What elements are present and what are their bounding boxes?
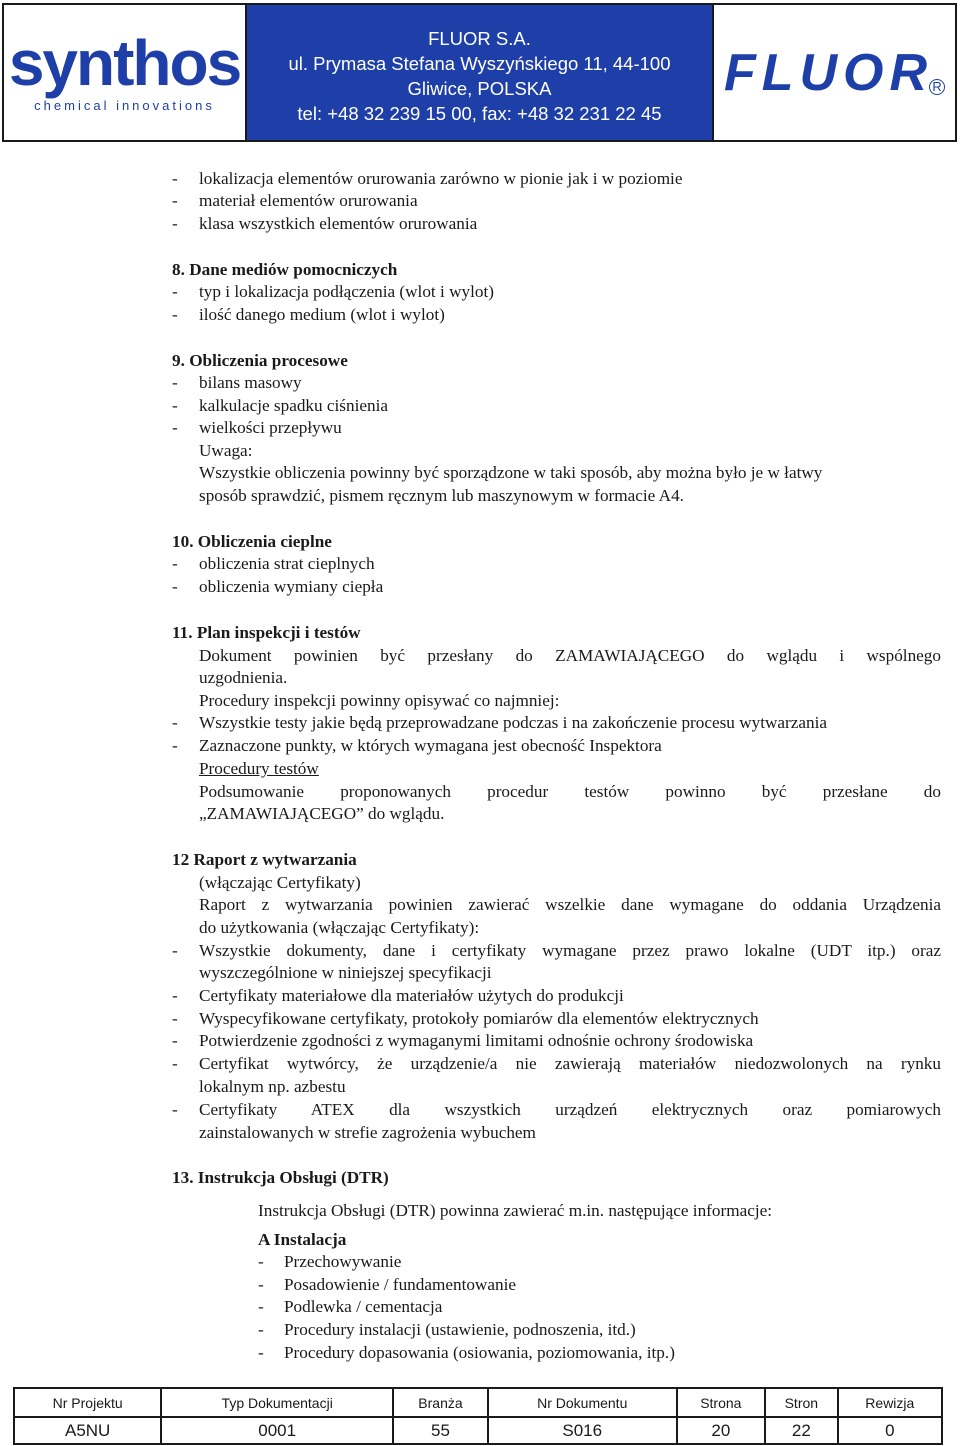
section-9-title: 9. Obliczenia procesowe [172, 351, 348, 370]
bullet-dash: - [172, 577, 178, 596]
paragraph-text: „ZAMAWIAJĄCEGO” do wglądu. [199, 804, 445, 823]
paragraph-text: uzgodnienia. [199, 668, 288, 687]
section-13-title: 13. Instrukcja Obsługi (DTR) [172, 1168, 389, 1187]
paragraph-text: Dokument powinien być przesłany do ZAMAWIAJĄCEGO do wglądu i wspólnego [199, 646, 941, 665]
paragraph-text: do użytkowania (włączając Certyfikaty): [199, 918, 480, 937]
list-item: obliczenia strat cieplnych [199, 554, 375, 573]
section-11-title: 11. Plan inspekcji i testów [172, 623, 361, 642]
table-row [14, 1417, 942, 1444]
note-text: sposób sprawdzić, pismem ręcznym lub maszynowym w formacie A4. [199, 486, 684, 505]
cell-project-no: A5NU [14, 1417, 161, 1444]
bullet-dash: - [172, 305, 178, 324]
note-label: Uwaga: [199, 441, 253, 460]
synthos-logo [4, 5, 247, 140]
list-item: Posadowienie / fundamentowanie [284, 1275, 516, 1294]
bullet-dash: - [172, 941, 178, 960]
paragraph-text: Instrukcja Obsługi (DTR) powinna zawierać m.in. następujące informacje: [258, 1201, 773, 1220]
paragraph-text: Raport z wytwarzania powinien zawierać wszelkie dane wymagane do oddania Urządzenia [199, 895, 941, 914]
company-address [247, 5, 714, 140]
list-item: Zaznaczone punkty, w których wymagana jest obecność Inspektora [199, 736, 662, 755]
list-item: Podlewka / cementacja [284, 1297, 443, 1316]
bullet-dash: - [172, 1009, 178, 1028]
cell-revision: 0 [838, 1417, 942, 1444]
bullet-dash: - [172, 373, 178, 392]
address-phone: tel: +48 32 239 15 00, fax: +48 32 231 22 45 [297, 102, 662, 124]
col-header-revision: Rewizja [838, 1388, 942, 1417]
list-item: Certyfikaty materiałowe dla materiałów użytych do produkcji [199, 986, 624, 1005]
list-item: kalkulacje spadku ciśnienia [199, 396, 388, 415]
list-item-continued: zainstalowanych w strefie zagrożenia wybuchem [199, 1123, 536, 1142]
col-header-doc-type: Typ Dokumentacji [161, 1388, 393, 1417]
bullet-dash: - [172, 418, 178, 437]
registered-mark-icon: R [929, 79, 945, 95]
fluor-logo [714, 5, 955, 140]
section-10-title: 10. Obliczenia cieplne [172, 532, 332, 551]
subheading-procedures: Procedury testów [199, 759, 319, 778]
list-item: ilość danego medium (wlot i wylot) [199, 305, 445, 324]
paragraph-text: Podsumowanie proponowanych procedur testów powinno być przesłane do [199, 782, 941, 801]
col-header-pages: Stron [765, 1388, 838, 1417]
fluor-logo-word: FLUOR [723, 43, 934, 102]
address-street: ul. Prymasa Stefana Wyszyńskiego 11, 44-100 [288, 52, 671, 74]
bullet-dash: - [172, 282, 178, 301]
document-info-table [13, 1387, 943, 1445]
cell-branch: 55 [393, 1417, 488, 1444]
list-item: Procedury dopasowania (osiowania, poziomowania, itp.) [284, 1343, 675, 1362]
section-12-title: 12 Raport z wytwarzania [172, 850, 357, 869]
bullet-dash: - [172, 1100, 178, 1119]
cell-pages: 22 [765, 1417, 838, 1444]
list-item: lokalizacja elementów orurowania zarówno w pionie jak i w poziomie [199, 169, 683, 188]
list-item: bilans masowy [199, 373, 302, 392]
cell-page: 20 [677, 1417, 765, 1444]
col-header-project-no: Nr Projektu [14, 1388, 161, 1417]
company-name: FLUOR S.A. [428, 27, 531, 49]
list-item: Wyspecyfikowane certyfikaty, protokoły pomiarów dla elementów elektrycznych [199, 1009, 759, 1028]
list-item: Certyfikaty ATEX dla wszystkich urządzeń elektrycznych oraz pomiarowych [199, 1100, 941, 1119]
section-12-subtitle: (włączając Certyfikaty) [199, 873, 361, 892]
bullet-dash: - [172, 1031, 178, 1050]
bullet-dash: - [172, 1054, 178, 1073]
bullet-dash: - [258, 1320, 264, 1339]
bullet-dash: - [172, 986, 178, 1005]
list-item-continued: wyszczególnione w niniejszej specyfikacji [199, 963, 492, 982]
bullet-dash: - [258, 1297, 264, 1316]
bullet-dash: - [258, 1275, 264, 1294]
bullet-dash: - [172, 191, 178, 210]
bullet-dash: - [172, 396, 178, 415]
table-header-row [14, 1388, 942, 1417]
list-item: Wszystkie testy jakie będą przeprowadzane podczas i na zakończenie procesu wytwarzania [199, 713, 827, 732]
list-item: wielkości przepływu [199, 418, 342, 437]
col-header-page: Strona [677, 1388, 765, 1417]
list-item: klasa wszystkich elementów orurowania [199, 214, 478, 233]
address-city: Gliwice, POLSKA [407, 77, 552, 99]
cell-doc-type: 0001 [161, 1417, 393, 1444]
list-item: Wszystkie dokumenty, dane i certyfikaty wymagane przez prawo lokalne (UDT itp.) oraz [199, 941, 941, 960]
bullet-dash: - [172, 713, 178, 732]
list-item: materiał elementów orurowania [199, 191, 418, 210]
list-item: obliczenia wymiany ciepła [199, 577, 384, 596]
bullet-dash: - [172, 554, 178, 573]
bullet-dash: - [258, 1252, 264, 1271]
document-header [2, 3, 957, 142]
synthos-logo-subtitle: chemical innovations [34, 98, 215, 113]
note-text: Wszystkie obliczenia powinny być sporządzone w taki sposób, aby można było je w łatwy [199, 463, 823, 482]
subheading-installation: A Instalacja [258, 1230, 347, 1249]
list-item: typ i lokalizacja podłączenia (wlot i wylot) [199, 282, 494, 301]
col-header-branch: Branża [393, 1388, 488, 1417]
list-item: Procedury instalacji (ustawienie, podnoszenia, itd.) [284, 1320, 636, 1339]
col-header-doc-no: Nr Dokumentu [488, 1388, 677, 1417]
bullet-dash: - [172, 736, 178, 755]
list-item-continued: lokalnym np. azbestu [199, 1077, 346, 1096]
bullet-dash: - [258, 1343, 264, 1362]
list-item: Certyfikat wytwórcy, że urządzenie/a nie zawierają materiałów niedozwolonych na rynku [199, 1054, 941, 1073]
cell-doc-no: S016 [488, 1417, 677, 1444]
bullet-dash: - [172, 214, 178, 233]
paragraph-text: Procedury inspekcji powinny opisywać co najmniej: [199, 691, 560, 710]
synthos-logo-word: synthos [8, 27, 241, 99]
section-8-title: 8. Dane mediów pomocniczych [172, 260, 398, 279]
bullet-dash: - [172, 169, 178, 188]
list-item: Przechowywanie [284, 1252, 402, 1271]
list-item: Potwierdzenie zgodności z wymaganymi limitami odnośnie ochrony środowiska [199, 1031, 754, 1050]
